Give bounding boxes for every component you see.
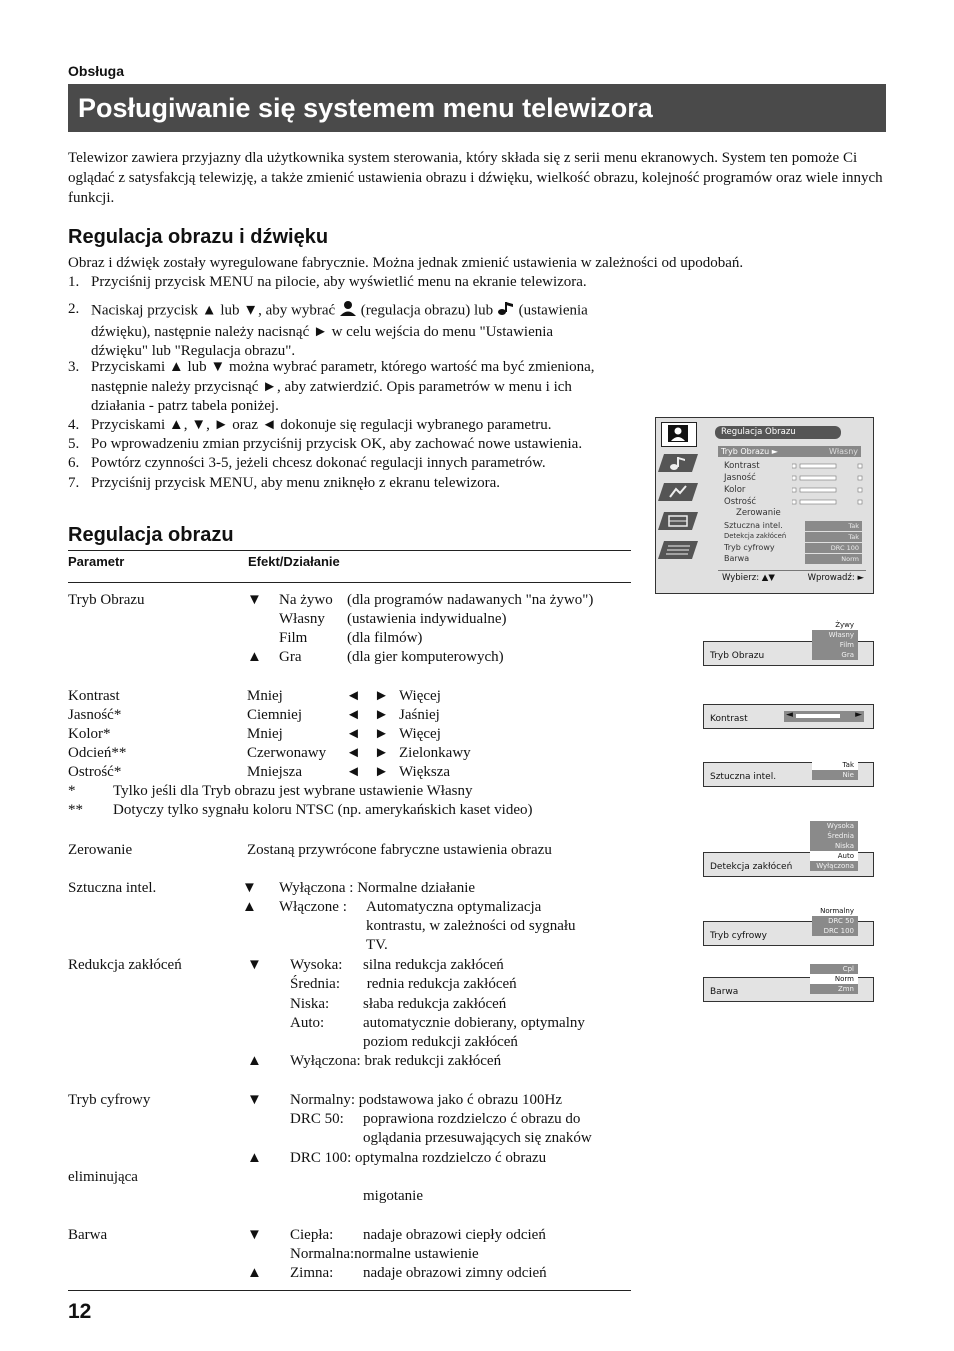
left-arrow: ◄ xyxy=(346,726,361,742)
option-name: Gra xyxy=(279,649,302,665)
step-text: Naciskaj przycisk ▲ lub ▼, aby wybrać xyxy=(91,302,336,319)
param-brightness: Jasność* xyxy=(68,707,122,723)
left-arrow: ◄ xyxy=(346,745,361,761)
effect-text: kontrastu, w zależności od sygnału xyxy=(366,918,576,934)
tv-menu-selected-row[interactable] xyxy=(718,446,861,457)
effect-text: Normalny: podstawowa jako ć obrazu 100Hz xyxy=(290,1092,563,1108)
option-name: Na żywo xyxy=(279,592,333,608)
tv-menu-item[interactable]: Ostrość xyxy=(724,497,757,507)
slider-max: Więcej xyxy=(399,688,441,704)
page-title: Posługiwanie się systemem menu telewizora xyxy=(68,84,886,132)
tv-menu-title: Regulacja Obrazu xyxy=(715,426,841,439)
osd-contrast-slider[interactable] xyxy=(784,711,864,722)
tv-menu-value: Tak xyxy=(805,532,862,542)
column-header-effect: Efekt/Działanie xyxy=(248,554,340,569)
option-desc: (dla gier komputerowych) xyxy=(347,649,504,665)
option-desc: nadaje obrazowi zimny odcień xyxy=(363,1265,547,1281)
step-text: następnie należy przycisnąć ►, aby zatwierdzić. Opis parametrów w menu i ich xyxy=(91,378,572,395)
osd-option[interactable]: Film xyxy=(839,641,854,649)
tv-menu-item[interactable]: Jasność xyxy=(724,473,756,483)
option-name: Własny xyxy=(279,611,325,627)
step-text: (regulacja obrazu) lub xyxy=(360,302,494,319)
osd-option[interactable]: Auto xyxy=(810,851,858,861)
up-arrow: ▲ xyxy=(247,1053,262,1069)
page-number: 12 xyxy=(68,1300,92,1323)
effect-text: Włączone : xyxy=(279,899,347,915)
option-desc: oglądania przesuwających się znaków xyxy=(363,1130,592,1146)
step-number: 3. xyxy=(68,359,80,375)
step-text: (ustawienia xyxy=(518,302,588,319)
step-text: Powtórz czynności 3-5, jeżeli chcesz dokonać regulacji innych parametrów. xyxy=(91,455,546,471)
tv-menu-item[interactable]: Kolor xyxy=(724,485,746,495)
osd-label: Tryb cyfrowy xyxy=(710,931,767,941)
down-arrow: ▼ xyxy=(247,592,262,608)
step-text: Przyciskami ▲, ▼, ► oraz ◄ dokonuje się regulacji wybranego parametru. xyxy=(91,417,552,433)
step-text: Przyciśnij przycisk MENU, aby menu zniknęło z ekranu telewizora. xyxy=(91,475,501,491)
osd-label: Kontrast xyxy=(710,714,748,724)
osd-option[interactable]: Norm xyxy=(810,974,858,984)
osd-option[interactable]: Normalny xyxy=(812,906,858,916)
option-name: Ciepła: xyxy=(290,1227,334,1243)
music-note-icon xyxy=(497,300,515,323)
osd-option[interactable]: Zmn xyxy=(837,985,854,993)
effect-text: migotanie xyxy=(363,1188,423,1204)
tv-menu-slider-bars xyxy=(792,462,864,514)
osd-ai-options[interactable] xyxy=(812,760,858,780)
tv-menu-selected-value: Własny xyxy=(828,447,858,456)
setup-menu-icon xyxy=(658,510,698,532)
option-desc: (dla programów nadawanych "na żywo") xyxy=(347,592,594,608)
step-number: 1. xyxy=(68,274,80,290)
option-name: Auto: xyxy=(290,1015,325,1031)
osd-option[interactable]: Własny xyxy=(828,631,854,639)
param-sharpness: Ostrość* xyxy=(68,764,122,780)
slider-min: Ciemniej xyxy=(247,707,302,723)
slider-max: Większa xyxy=(399,764,451,780)
osd-option[interactable]: Nie xyxy=(842,771,854,779)
osd-option[interactable]: Wysoka xyxy=(826,822,854,830)
osd-option[interactable]: Wyłączona xyxy=(816,862,854,870)
left-arrow: ◄ xyxy=(346,707,361,723)
osd-color-tone-options[interactable] xyxy=(810,964,858,994)
option-desc: silna redukcja zakłóceń xyxy=(363,957,504,973)
osd-option[interactable]: DRC 100 xyxy=(823,927,854,935)
table-bottom-rule xyxy=(68,1290,631,1291)
footnote-mark: ** xyxy=(68,802,83,818)
effect-text: Zostaną przywrócone fabryczne ustawienia obrazu xyxy=(247,842,552,858)
osd-contrast xyxy=(703,704,874,729)
slider-max: Więcej xyxy=(399,726,441,742)
slider-max: Zielonkawy xyxy=(399,745,471,761)
sound-menu-icon xyxy=(658,452,698,474)
slider-min: Czerwonawy xyxy=(247,745,327,761)
param-color-tone: Barwa xyxy=(68,1227,108,1243)
up-arrow: ▲ xyxy=(242,899,257,915)
osd-option[interactable]: Cpl xyxy=(842,965,854,973)
footnote-text: Tylko jeśli dla Tryb obrazu jest wybrane ustawienie Własny xyxy=(113,783,473,799)
option-desc: automatycznie dobierany, optymalny xyxy=(363,1015,585,1031)
tv-menu-reset[interactable]: Zerowanie xyxy=(736,508,781,518)
list-menu-icon xyxy=(658,539,698,561)
effect-text: Wyłączona : Normalne działanie xyxy=(279,880,476,896)
effect-text: DRC 100: optymalna rozdzielczo ć obrazu xyxy=(290,1150,547,1166)
table-header-rule xyxy=(68,582,631,583)
person-icon xyxy=(339,300,357,323)
tv-menu-value: DRC 100 xyxy=(805,543,862,553)
effect-text: TV. xyxy=(366,937,388,953)
step-text: Po wprowadzeniu zmian przyciśnij przycisk OK, aby zachować nowe ustawienia. xyxy=(91,436,583,452)
tv-menu-option-items xyxy=(724,520,862,564)
left-arrow-icon: ◄ xyxy=(786,710,793,720)
tv-menu-item[interactable]: Barwa xyxy=(724,554,750,563)
option-name: Film xyxy=(279,630,308,646)
param-reset: Zerowanie xyxy=(68,842,133,858)
features-menu-icon xyxy=(658,481,698,503)
down-arrow: ▼ xyxy=(247,1092,262,1108)
tv-menu-item[interactable]: Sztuczna intel. xyxy=(724,521,783,530)
down-arrow: ▼ xyxy=(247,1227,262,1243)
param-picture-mode: Tryb Obrazu xyxy=(68,592,145,608)
osd-digital-options[interactable] xyxy=(812,906,858,936)
osd-option[interactable]: Tak xyxy=(812,760,858,770)
osd-picture-mode-options[interactable] xyxy=(812,620,858,660)
tv-menu-item[interactable]: Kontrast xyxy=(724,461,760,471)
step-number: 4. xyxy=(68,417,80,433)
step-text: Przyciśnij przycisk MENU na pilocie, aby wyświetlić menu na ekranie telewizora. xyxy=(91,274,587,290)
right-arrow: ► xyxy=(374,707,389,723)
option-desc: rednia redukcja zakłóceń xyxy=(363,976,517,992)
param-ai: Sztuczna intel. xyxy=(68,880,157,896)
param-noise-reduction: Redukcja zakłóceń xyxy=(68,957,182,973)
option-desc: (ustawienia indywidualne) xyxy=(347,611,507,627)
column-header-parameter: Parametr xyxy=(68,554,125,569)
option-desc: słaba redukcja zakłóceń xyxy=(363,996,507,1012)
effect-text: Wyłączona: brak redukcji zakłóceń xyxy=(290,1053,502,1069)
option-desc: nadaje obrazowi ciepły odcień xyxy=(363,1227,546,1243)
slider-min: Mniej xyxy=(247,688,283,704)
option-name: Wysoka: xyxy=(290,957,343,973)
step-text: dźwięku), następnie należy nacisnąć ► w celu wejścia do menu "Ustawienia xyxy=(91,323,554,340)
left-arrow: ◄ xyxy=(346,688,361,704)
tv-menu-screenshot xyxy=(655,417,874,594)
option-name: Niska: xyxy=(290,996,330,1012)
tv-menu-selected-label: Tryb Obrazu ► xyxy=(721,447,778,456)
footnote-mark: * xyxy=(68,783,76,799)
osd-label: Barwa xyxy=(710,987,739,997)
intro-paragraph: Telewizor zawiera przyjazny dla użytkownika system sterowania, który składa się z serii menu ekranowych. System ten pomoże Ci oglądać z satysfakcją telewizję, a także zmienić ustawienia obrazu i dźwięku, wielkość obrazu, kolejność programów oraz wiele innych funkcji. xyxy=(68,150,883,206)
right-arrow: ► xyxy=(374,726,389,742)
option-name: Średnia: xyxy=(290,976,340,992)
right-arrow: ► xyxy=(374,688,389,704)
tv-menu-footer xyxy=(718,570,866,586)
option-desc: poprawiona rozdzielczo ć obrazu do xyxy=(363,1111,581,1127)
osd-label: Detekcja zakłóceń xyxy=(710,862,793,872)
table-top-rule xyxy=(68,550,631,551)
footnote-text: Dotyczy tylko sygnału koloru NTSC (np. amerykańskich kaset video) xyxy=(113,802,533,818)
option-desc: (dla filmów) xyxy=(347,630,423,646)
osd-option[interactable]: DRC 50 xyxy=(828,917,854,925)
tv-menu-value: Tak xyxy=(805,521,862,531)
tv-menu-footer-enter: Wprowadź: ► xyxy=(807,573,864,583)
osd-label: Sztuczna intel. xyxy=(710,772,777,782)
osd-option[interactable]: Gra xyxy=(841,651,854,659)
tv-menu-footer-select: Wybierz: ▲▼ xyxy=(722,573,775,583)
section-label: Obsługa xyxy=(68,63,125,79)
osd-option[interactable]: Średnia xyxy=(827,832,854,840)
option-desc: poziom redukcji zakłóceń xyxy=(363,1034,518,1050)
slider-min: Mniej xyxy=(247,726,283,742)
up-arrow: ▲ xyxy=(247,649,262,665)
right-arrow: ► xyxy=(374,764,389,780)
tv-menu-slider-items xyxy=(724,460,760,508)
picture-menu-icon xyxy=(661,422,697,447)
step-number: 5. xyxy=(68,436,80,452)
right-arrow-icon: ► xyxy=(855,710,862,720)
tv-menu-value: Norm xyxy=(805,554,862,564)
right-arrow: ► xyxy=(374,745,389,761)
tv-menu-item[interactable]: Detekcja zakłóceń xyxy=(724,532,787,540)
lead-paragraph: Obraz i dźwięk zostały wyregulowane fabrycznie. Można jednak zmienić ustawienia w zależności od upodobań. xyxy=(68,255,744,271)
osd-label: Tryb Obrazu xyxy=(710,651,765,661)
step-number: 7. xyxy=(68,475,80,491)
param-hue: Odcień** xyxy=(68,745,127,761)
param-contrast: Kontrast xyxy=(68,688,120,704)
param-color: Kolor* xyxy=(68,726,111,742)
osd-noise-options[interactable] xyxy=(810,821,858,871)
down-arrow: ▼ xyxy=(247,957,262,973)
osd-slider-track xyxy=(796,714,840,718)
tv-menu-item[interactable]: Tryb cyfrowy xyxy=(724,543,775,552)
down-arrow: ▼ xyxy=(242,880,257,896)
option-name: DRC 50: xyxy=(290,1111,344,1127)
up-arrow: ▲ xyxy=(247,1150,262,1166)
effect-text: eliminująca xyxy=(68,1169,138,1185)
osd-option[interactable]: Żywy xyxy=(812,620,858,630)
slider-min: Mniejsza xyxy=(247,764,302,780)
option-name: Zimna: xyxy=(290,1265,334,1281)
step-text: Przyciskami ▲ lub ▼ można wybrać parametr, którego wartość ma być zmieniona, xyxy=(91,359,595,375)
osd-option[interactable]: Niska xyxy=(834,842,854,850)
slider-max: Jaśniej xyxy=(399,707,440,723)
heading-picture: Regulacja obrazu xyxy=(68,524,234,546)
effect-text: Normalna:normalne ustawienie xyxy=(290,1246,479,1262)
step-text: dźwięku" lub "Regulacja obrazu". xyxy=(91,343,296,359)
param-digital-mode: Tryb cyfrowy xyxy=(68,1092,151,1108)
left-arrow: ◄ xyxy=(346,764,361,780)
step-number: 6. xyxy=(68,455,80,471)
up-arrow: ▲ xyxy=(247,1265,262,1281)
effect-text: Automatyczna optymalizacja xyxy=(366,899,542,915)
step-text: działania - patrz tabela poniżej. xyxy=(91,398,279,414)
step-number: 2. xyxy=(68,301,80,317)
heading-picture-sound: Regulacja obrazu i dźwięku xyxy=(68,226,329,248)
